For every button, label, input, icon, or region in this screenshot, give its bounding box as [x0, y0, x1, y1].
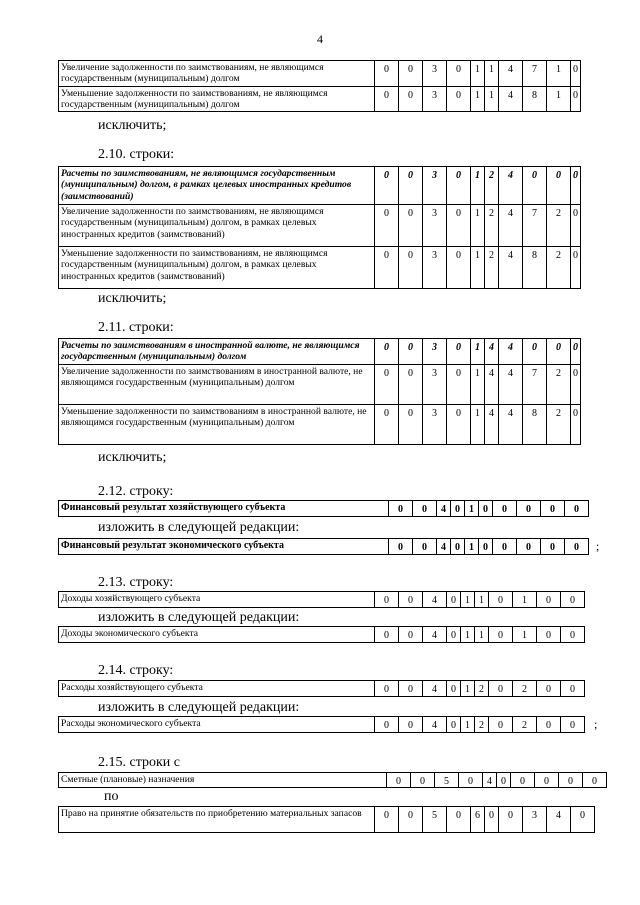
table-row [59, 501, 589, 517]
code-digit-cell: 0 [489, 592, 513, 608]
code-digit-cell: 0 [399, 681, 423, 697]
code-digit-cell: 3 [423, 86, 447, 112]
code-digit-cell: 1 [485, 86, 499, 112]
code-digit-cell: 0 [413, 501, 437, 517]
instruction-text: исключить; [98, 118, 167, 133]
code-digit-cell: 3 [423, 167, 447, 205]
code-digit-cell: 0 [571, 405, 581, 445]
code-digit-cell: 1 [471, 365, 485, 405]
row-label: Право на принятие обязательств по приобретению материальных запасов [59, 807, 375, 833]
code-digit-cell: 0 [561, 681, 585, 697]
code-digit-cell: 0 [489, 681, 513, 697]
code-digit-cell: 0 [571, 61, 581, 87]
code-digit-cell: 2 [547, 205, 571, 247]
table-row [59, 365, 591, 405]
code-digit-cell: 0 [447, 681, 461, 697]
row-label: Расходы хозяйствующего субъекта [59, 681, 375, 697]
code-digit-cell: 0 [399, 807, 423, 833]
code-digit-cell: 1 [547, 61, 571, 87]
code-digit-cell: 0 [485, 807, 499, 833]
code-digit-cell: 0 [447, 61, 471, 87]
row-label: Расходы экономического субъекта [59, 717, 375, 733]
code-digit-cell: 0 [511, 773, 535, 788]
code-digit-cell: 0 [493, 539, 517, 555]
code-digit-cell: 0 [399, 247, 423, 289]
code-digit-cell: 1 [513, 592, 537, 608]
code-digit-cell: 0 [399, 339, 423, 365]
row-label: Доходы экономического субъекта [59, 627, 375, 643]
section-heading: 2.14. строку: [98, 663, 174, 678]
code-digit-cell: 0 [399, 405, 423, 445]
codes-table [58, 626, 585, 643]
table-row [59, 681, 585, 697]
instruction-text: изложить в следующей редакции: [98, 610, 300, 625]
code-digit-cell: 4 [485, 405, 499, 445]
code-digit-cell: 0 [451, 539, 465, 555]
code-digit-cell: 0 [375, 61, 399, 87]
code-digit-cell: 0 [523, 167, 547, 205]
code-digit-cell: 2 [485, 247, 499, 289]
row-label: Уменьшение задолженности по заимствованиям, не являющимся государственным (муниципальным) долгом, в рамках целевых иностранных кредитов (заимствований) [59, 247, 375, 289]
code-digit-cell: 4 [437, 539, 451, 555]
code-digit-cell: 0 [375, 205, 399, 247]
code-digit-cell: 4 [423, 681, 447, 697]
code-digit-cell: 0 [447, 405, 471, 445]
row-label: Финансовый результат хозяйствующего субъекта [59, 501, 389, 517]
code-digit-cell: 1 [485, 61, 499, 87]
code-digit-cell: 0 [537, 627, 561, 643]
code-digit-cell: 0 [565, 501, 589, 517]
table-row [59, 205, 591, 247]
code-digit-cell: 3 [423, 405, 447, 445]
code-digit-cell: 0 [375, 167, 399, 205]
codes-table [58, 338, 591, 445]
instruction-text: по [104, 789, 119, 804]
code-digit-cell: 1 [475, 627, 489, 643]
code-digit-cell: 4 [437, 501, 451, 517]
table-row [59, 773, 607, 788]
code-digit-cell: 0 [537, 592, 561, 608]
code-digit-cell: 2 [485, 205, 499, 247]
code-digit-cell: 0 [499, 807, 523, 833]
code-digit-cell: 4 [499, 405, 523, 445]
table-row [59, 167, 591, 205]
code-digit-cell: 0 [375, 627, 399, 643]
code-digit-cell: 3 [423, 247, 447, 289]
code-digit-cell: 4 [423, 627, 447, 643]
codes-table [58, 772, 607, 788]
code-digit-cell: 0 [447, 339, 471, 365]
row-label: Уменьшение задолженности по заимствованиям, не являющимся государственным (муниципальным) долгом [59, 86, 375, 112]
code-digit-cell: 0 [447, 627, 461, 643]
code-digit-cell: 0 [447, 807, 471, 833]
code-digit-cell: 0 [399, 205, 423, 247]
code-digit-cell: 8 [523, 247, 547, 289]
section-heading: 2.10. строки: [98, 147, 175, 162]
code-digit-cell: 6 [471, 807, 485, 833]
code-digit-cell: 0 [571, 247, 581, 289]
row-label: Увеличение задолженности по заимствованиям в иностранной валюте, не являющимся государственным (муниципальным) долгом [59, 365, 375, 405]
codes-table [58, 806, 595, 833]
code-digit-cell: 2 [513, 681, 537, 697]
code-digit-cell: 0 [523, 339, 547, 365]
code-digit-cell: 0 [493, 501, 517, 517]
code-digit-cell: 0 [479, 501, 493, 517]
code-digit-cell: 0 [571, 807, 595, 833]
row-label: Сметные (плановые) назначения [59, 773, 387, 788]
code-digit-cell: 0 [451, 501, 465, 517]
code-digit-cell: 1 [461, 681, 475, 697]
code-digit-cell: 0 [489, 717, 513, 733]
code-digit-cell: 3 [423, 205, 447, 247]
code-digit-cell: 0 [399, 365, 423, 405]
codes-table [58, 680, 585, 697]
code-digit-cell: 0 [459, 773, 483, 788]
code-digit-cell: 2 [547, 247, 571, 289]
row-label: Доходы хозяйствующего субъекта [59, 592, 375, 608]
semicolon: ; [594, 717, 598, 731]
code-digit-cell: 3 [523, 807, 547, 833]
code-digit-cell: 1 [471, 405, 485, 445]
code-digit-cell: 0 [547, 167, 571, 205]
code-digit-cell: 4 [485, 365, 499, 405]
code-digit-cell: 3 [423, 61, 447, 87]
code-digit-cell: 2 [475, 717, 489, 733]
code-digit-cell: 4 [499, 86, 523, 112]
code-digit-cell: 3 [423, 365, 447, 405]
instruction-text: исключить; [98, 450, 167, 465]
code-digit-cell: 4 [483, 773, 497, 788]
code-digit-cell: 0 [375, 681, 399, 697]
code-digit-cell: 0 [389, 501, 413, 517]
code-digit-cell: 0 [399, 627, 423, 643]
code-digit-cell: 0 [375, 339, 399, 365]
code-digit-cell: 0 [535, 773, 559, 788]
code-digit-cell: 7 [523, 205, 547, 247]
table-row [59, 539, 589, 555]
code-digit-cell: 1 [471, 205, 485, 247]
code-digit-cell: 0 [375, 592, 399, 608]
code-digit-cell: 0 [387, 773, 411, 788]
table-row [59, 339, 591, 365]
code-digit-cell: 4 [499, 205, 523, 247]
code-digit-cell: 0 [497, 773, 511, 788]
code-digit-cell: 0 [375, 807, 399, 833]
section-heading: 2.13. строку: [98, 575, 174, 590]
code-digit-cell: 0 [375, 86, 399, 112]
code-digit-cell: 0 [399, 167, 423, 205]
table-row [59, 86, 591, 112]
code-digit-cell: 0 [537, 681, 561, 697]
code-digit-cell: 0 [547, 339, 571, 365]
code-digit-cell: 7 [523, 61, 547, 87]
row-label: Финансовый результат экономического субъекта [59, 539, 389, 555]
code-digit-cell: 8 [523, 405, 547, 445]
code-digit-cell: 1 [465, 501, 479, 517]
row-label: Уменьшение задолженности по заимствованиям в иностранной валюте, не являющимся государственным (муниципальным) долгом [59, 405, 375, 445]
code-digit-cell: 0 [447, 247, 471, 289]
code-digit-cell: 0 [541, 501, 565, 517]
page-number: 4 [317, 32, 323, 46]
code-digit-cell: 3 [423, 339, 447, 365]
row-label: Расчеты по заимствованиям, не являющимся государственным (муниципальным) долгом, в рамках целевых иностранных кредитов (заимствований) [59, 167, 375, 205]
codes-table [58, 716, 585, 733]
table-row [59, 405, 591, 445]
codes-table [58, 60, 591, 112]
code-digit-cell: 0 [447, 167, 471, 205]
code-digit-cell: 4 [499, 247, 523, 289]
code-digit-cell: 0 [375, 405, 399, 445]
codes-table [58, 591, 585, 608]
code-digit-cell: 4 [499, 365, 523, 405]
code-digit-cell: 0 [375, 717, 399, 733]
code-digit-cell: 7 [523, 365, 547, 405]
code-digit-cell: 4 [485, 339, 499, 365]
code-digit-cell: 0 [399, 717, 423, 733]
code-digit-cell: 4 [499, 167, 523, 205]
codes-table [58, 500, 589, 517]
code-digit-cell: 4 [423, 592, 447, 608]
code-digit-cell: 1 [471, 339, 485, 365]
code-digit-cell: 1 [471, 86, 485, 112]
section-heading: 2.12. строку: [98, 484, 174, 499]
code-digit-cell: 0 [571, 365, 581, 405]
code-digit-cell: 0 [565, 539, 589, 555]
code-digit-cell: 1 [471, 61, 485, 87]
code-digit-cell: 0 [571, 205, 581, 247]
code-digit-cell: 0 [447, 205, 471, 247]
code-digit-cell: 4 [547, 807, 571, 833]
section-heading: 2.15. строки с [98, 755, 181, 770]
code-digit-cell: 0 [583, 773, 607, 788]
code-digit-cell: 4 [499, 339, 523, 365]
code-digit-cell: 0 [561, 592, 585, 608]
code-digit-cell: 1 [465, 539, 479, 555]
code-digit-cell: 0 [479, 539, 493, 555]
code-digit-cell: 8 [523, 86, 547, 112]
code-digit-cell: 0 [399, 86, 423, 112]
semicolon: ; [596, 539, 600, 553]
code-digit-cell: 1 [547, 86, 571, 112]
code-digit-cell: 0 [447, 86, 471, 112]
code-digit-cell: 1 [471, 247, 485, 289]
code-digit-cell: 0 [411, 773, 435, 788]
row-label: Увеличение задолженности по заимствованиям, не являющимся государственным (муниципальным) долгом, в рамках целевых иностранных кредитов (заимствований) [59, 205, 375, 247]
codes-table [58, 166, 591, 289]
table-row [59, 717, 585, 733]
codes-table [58, 538, 589, 555]
code-digit-cell: 1 [461, 592, 475, 608]
section-heading: 2.11. строки: [98, 320, 174, 335]
code-digit-cell: 0 [561, 627, 585, 643]
code-digit-cell: 0 [389, 539, 413, 555]
code-digit-cell: 2 [547, 405, 571, 445]
code-digit-cell: 0 [517, 501, 541, 517]
code-digit-cell: 2 [475, 681, 489, 697]
code-digit-cell: 0 [559, 773, 583, 788]
code-digit-cell: 0 [399, 592, 423, 608]
code-digit-cell: 4 [499, 61, 523, 87]
code-digit-cell: 0 [541, 539, 565, 555]
code-digit-cell: 0 [399, 61, 423, 87]
code-digit-cell: 2 [513, 717, 537, 733]
row-label: Увеличение задолженности по заимствованиям, не являющимся государственным (муниципальным) долгом [59, 61, 375, 87]
table-row [59, 247, 591, 289]
code-digit-cell: 2 [485, 167, 499, 205]
instruction-text: изложить в следующей редакции: [98, 700, 300, 715]
code-digit-cell: 0 [537, 717, 561, 733]
code-digit-cell: 0 [517, 539, 541, 555]
code-digit-cell: 1 [475, 592, 489, 608]
code-digit-cell: 0 [447, 592, 461, 608]
code-digit-cell: 0 [375, 247, 399, 289]
code-digit-cell: 2 [547, 365, 571, 405]
table-row [59, 61, 591, 87]
code-digit-cell: 0 [413, 539, 437, 555]
code-digit-cell: 0 [447, 365, 471, 405]
code-digit-cell: 0 [375, 365, 399, 405]
table-row [59, 592, 585, 608]
code-digit-cell: 5 [423, 807, 447, 833]
instruction-text: исключить; [98, 291, 167, 306]
code-digit-cell: 1 [461, 627, 475, 643]
code-digit-cell: 0 [447, 717, 461, 733]
row-label: Расчеты по заимствованиям в иностранной валюте, не являющимся государственным (муниципальным) долгом [59, 339, 375, 365]
code-digit-cell: 4 [423, 717, 447, 733]
code-digit-cell: 0 [489, 627, 513, 643]
code-digit-cell: 1 [471, 167, 485, 205]
code-digit-cell: 5 [435, 773, 459, 788]
code-digit-cell: 1 [461, 717, 475, 733]
code-digit-cell: 1 [513, 627, 537, 643]
code-digit-cell: 0 [571, 339, 581, 365]
table-row [59, 807, 595, 833]
code-digit-cell: 0 [561, 717, 585, 733]
code-digit-cell: 0 [571, 86, 581, 112]
table-row [59, 627, 585, 643]
instruction-text: изложить в следующей редакции: [98, 520, 300, 535]
code-digit-cell: 0 [571, 167, 581, 205]
